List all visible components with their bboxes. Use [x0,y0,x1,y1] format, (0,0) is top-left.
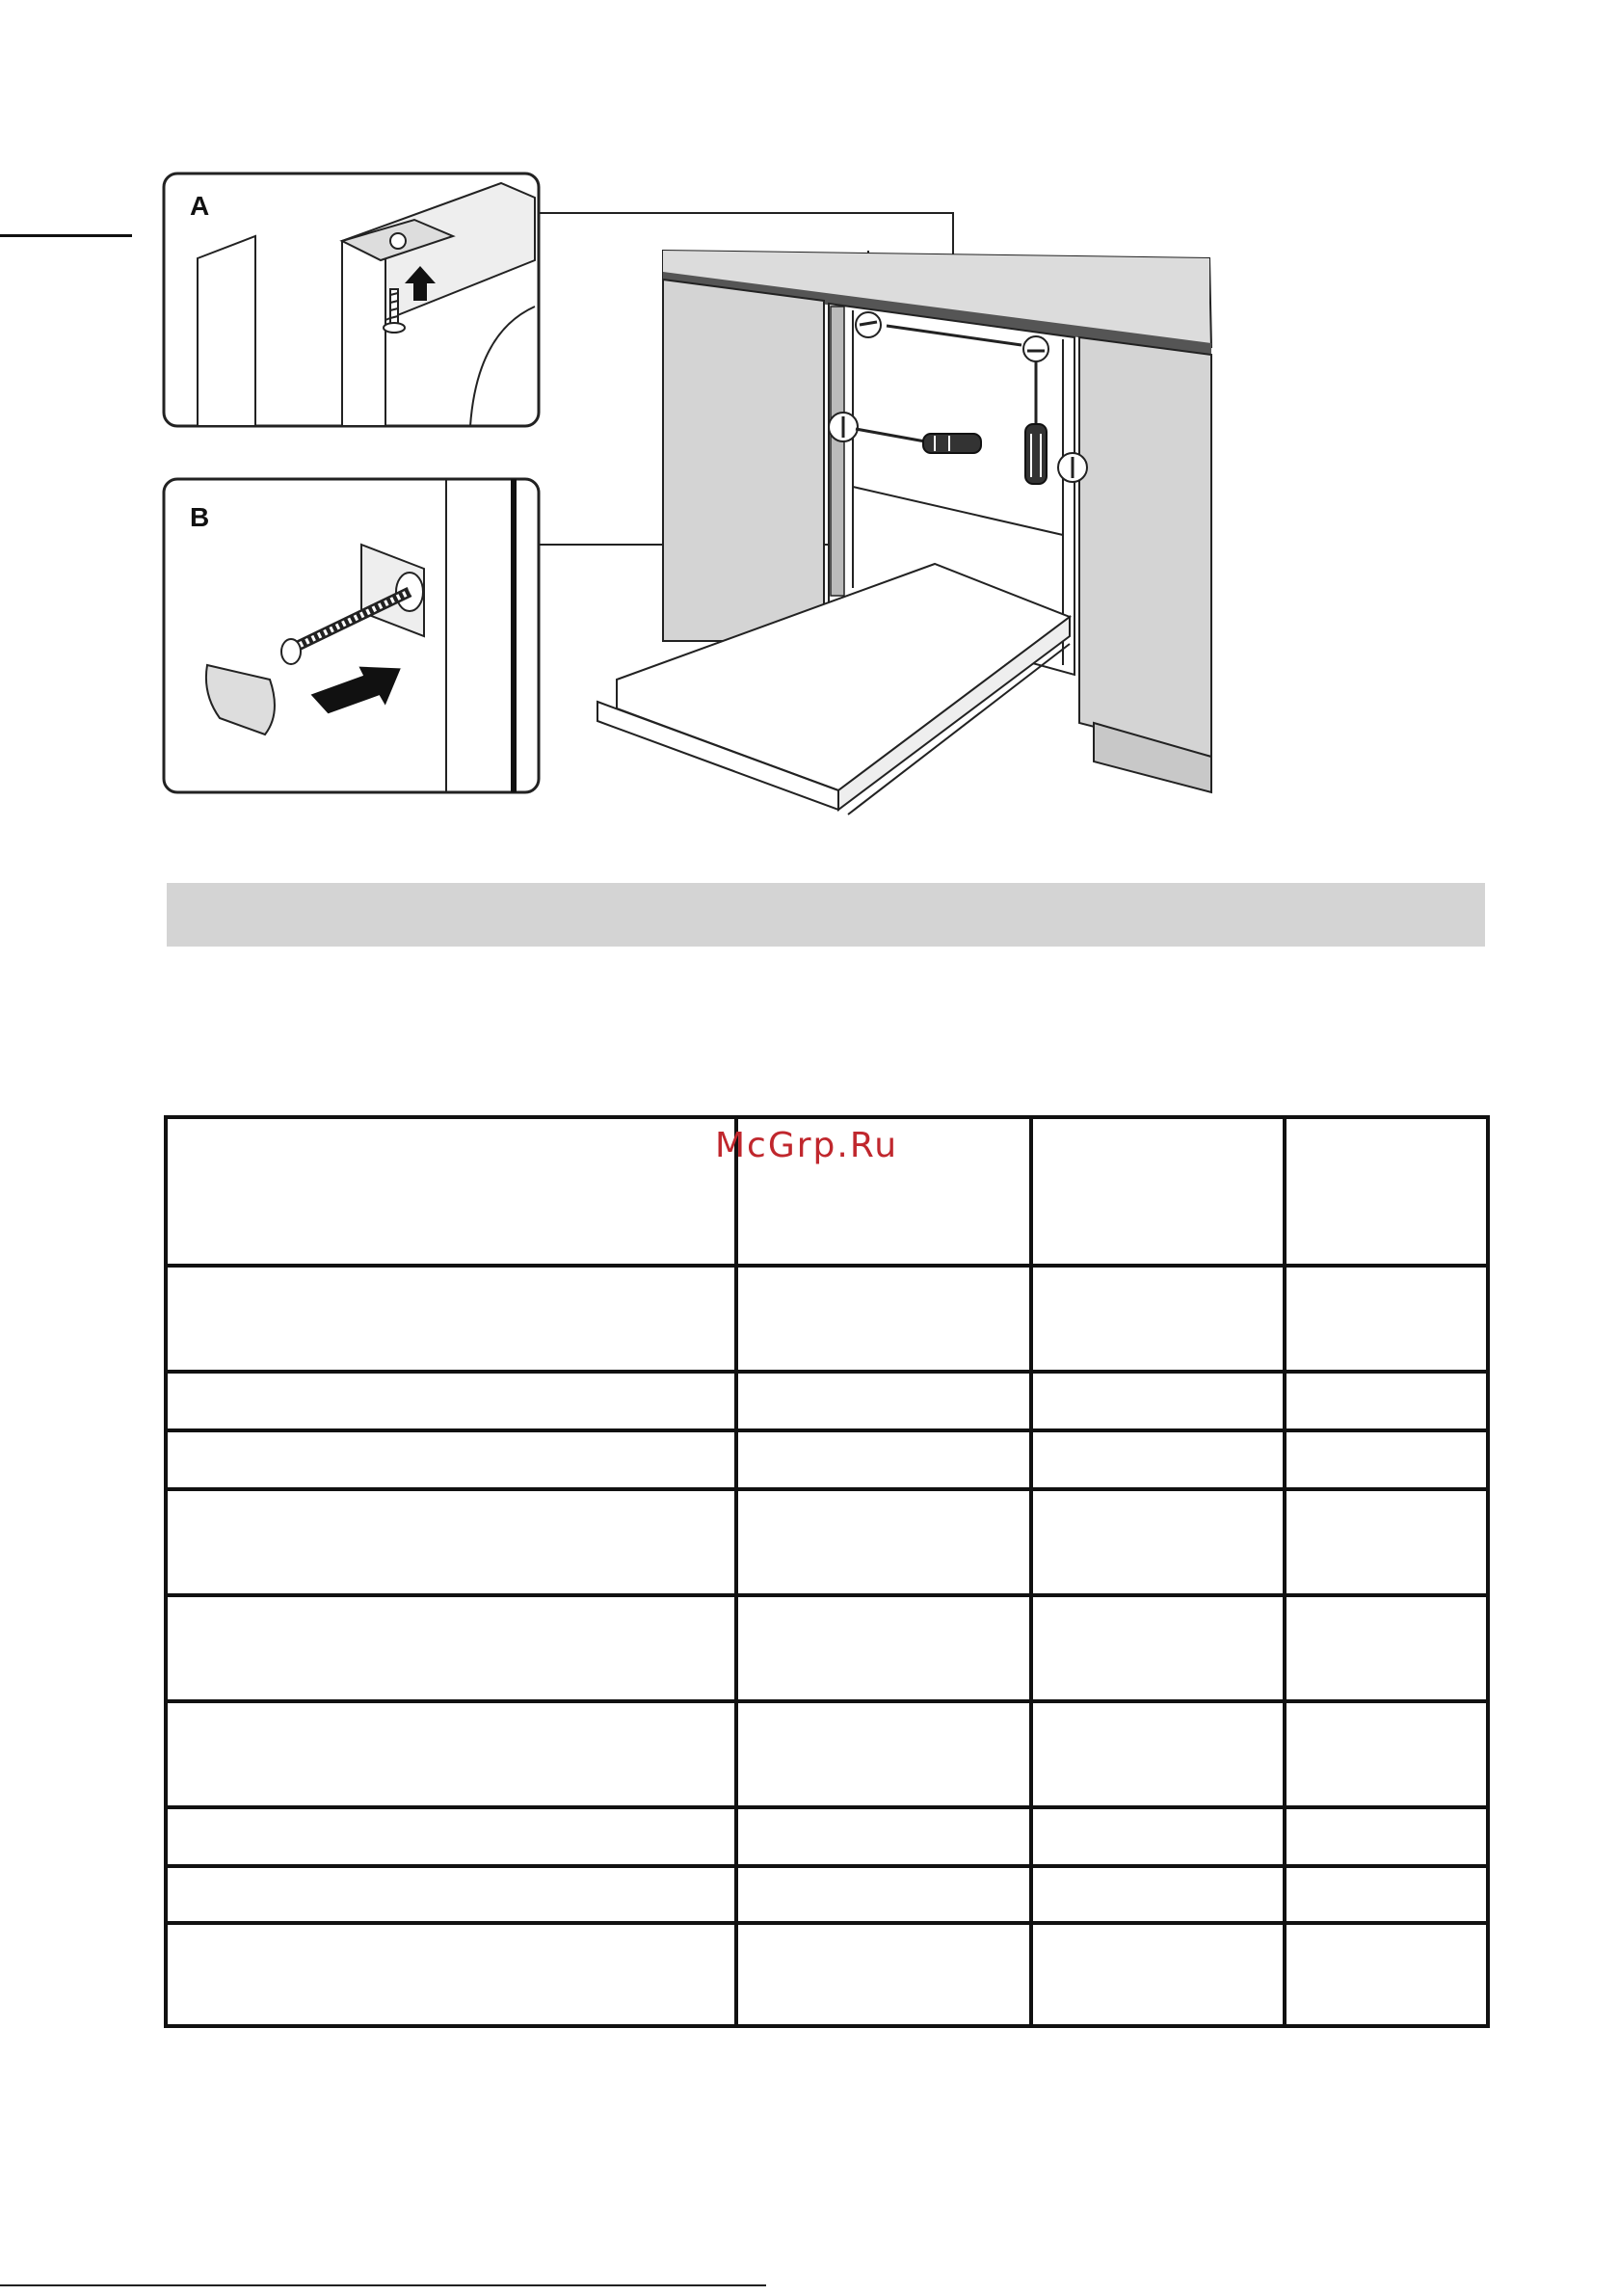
footer-rule [0,2284,766,2286]
callout-b-label: B [190,502,210,532]
screw-marker-icon [1058,453,1087,482]
screw-marker-icon [829,413,858,441]
screw-marker-icon [1023,336,1048,361]
screw-marker-icon [856,312,881,337]
installation-scene [597,251,1211,814]
table-border [166,1117,1488,2026]
callout-a-label: A [190,191,210,221]
section-header-bar [167,883,1485,947]
installation-illustration [0,0,1618,848]
callout-b-panel [164,479,539,792]
watermark-text: McGrp.Ru [715,1126,899,1165]
specification-table [164,1115,1490,2028]
callout-a-panel [164,174,539,426]
